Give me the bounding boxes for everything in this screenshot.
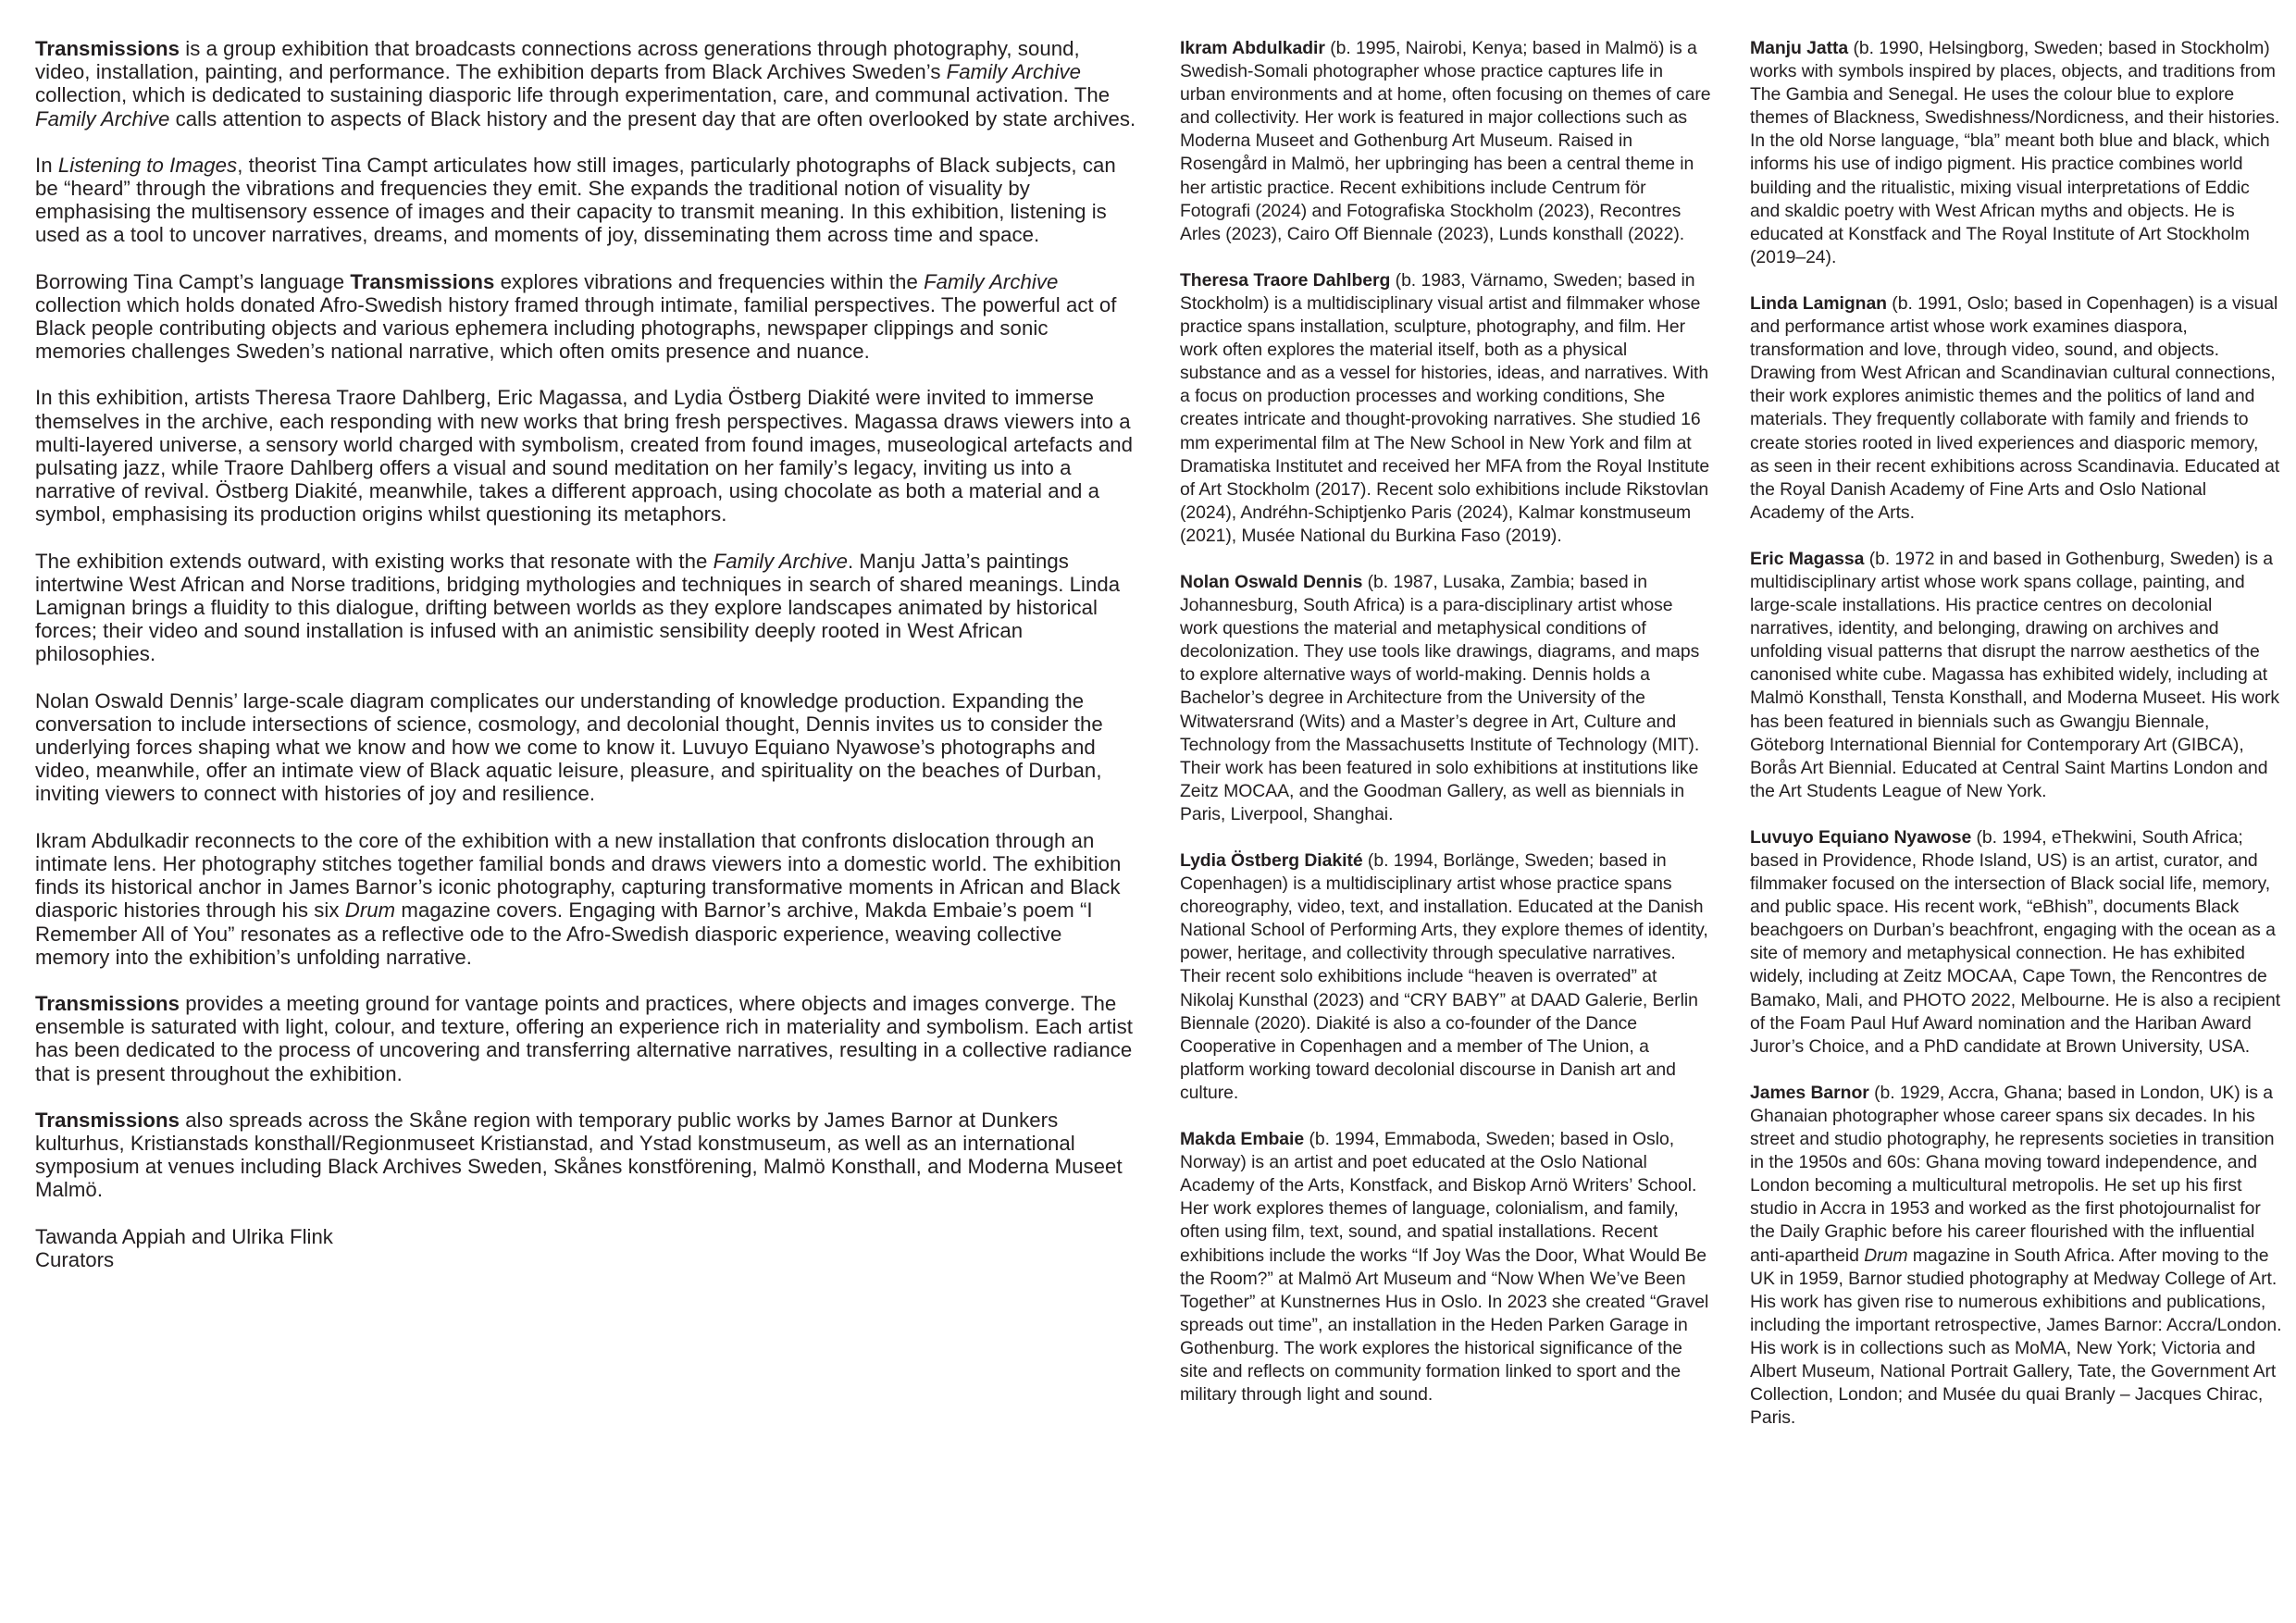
text-run: The exhibition extends outward, with existing works that resonate with the [35, 549, 714, 573]
intro-paragraph [35, 270, 1136, 364]
artist-bio [1180, 571, 1712, 826]
italic-text: Family Archive [35, 106, 170, 130]
text-run: , theorist Tina Campt articulates how still images, particularly photographs of Black subjects, can be “heard” through the vibrations and frequencies they emit. She expands the traditional notion of visuality by emphasising the multisensory essence of images and their capacity to transmit meaning. In this exhibition, listening is used as a tool to uncover narratives, dreams, and moments of joy, disseminating them across time and space. [35, 153, 1116, 247]
intro-paragraph [35, 550, 1136, 666]
intro-paragraph [35, 37, 1136, 130]
text-run: Borrowing Tina Campt’s language [35, 269, 351, 293]
text-run: In [35, 153, 58, 177]
curator-names: Tawanda Appiah and Ulrika Flink [35, 1224, 333, 1248]
bold-text: Transmissions [35, 991, 180, 1015]
text-run: is a group exhibition that broadcasts connections across generations through photography, sound, video, installation, painting, and performance. The exhibition departs from Black Archives Sweden’s [35, 37, 1080, 84]
intro-paragraph [35, 1109, 1136, 1202]
italic-text: Listening to Images [57, 153, 238, 177]
intro-paragraph [35, 992, 1136, 1085]
text-run: (b. 1987, Lusaka, Zambia; based in Johannesburg, South Africa) is a para-disciplinary artist whose work questions the material and metaphysical conditions of decolonization. They use tools like drawings, diagrams, and maps to explore alternative ways of world-making. Dennis holds a Bachelor’s degree in Architecture from the University of the Witwatersrand (Wits) and a Master’s degree in Art, Culture and Technology from the Massachusetts Institute of Technology (MIT). Their work has been featured in solo exhibitions at institutions like Zeitz MOCAA, and the Goodman Gallery, as well as biennials in Paris, Liverpool, Shanghai. [1180, 571, 1700, 824]
bold-text: Transmissions [35, 1108, 180, 1132]
artist-name: Eric Magassa [1750, 548, 1865, 569]
text-run: (b. 1929, Accra, Ghana; based in London, UK) is a Ghanaian photographer whose career spans six decades. In his street and studio photography, he represents societies in transition in the 1950s and 60s: Ghana moving toward independence, and London becoming a multicultural metropolis. He set up his first studio in Accra in 1953 and worked as the first photojournalist for the Daily Graphic before his career flourished with the influential anti-apartheid [1750, 1082, 2275, 1266]
text-run: In this exhibition, artists Theresa Traore Dahlberg, Eric Magassa, and Lydia Östberg Diakité were invited to immerse themselves in the archive, each responding with new works that bring fresh perspectives. Magassa draws viewers into a multi-layered universe, a sensory world charged with symbolism, created from found images, museological artefacts and pulsating jazz, while Traore Dahlberg offers a visual and sound meditation on her family’s legacy, inviting us into a narrative of revival. Östberg Diakité, meanwhile, takes a different approach, using chocolate as both a material and a symbol, emphasising its production origins whilst questioning its metaphors. [35, 386, 1134, 527]
curator-signature [35, 1225, 1136, 1271]
artist-bio [1750, 826, 2282, 1059]
text-run: magazine covers. Engaging with Barnor’s archive, Makda Embaie’s poem “I Remember All of You” resonates as a reflective ode to the Afro-Swedish diasporic experience, weaving collective memory into the exhibition’s unfolding narrative. [35, 898, 1093, 969]
text-run: (b. 1994, Emmaboda, Sweden; based in Oslo, Norway) is an artist and poet educated at the Oslo National Academy of the Arts, Konstfack, and Biskop Arnö Writers’ School. Her work explores themes of language, colonialism, and family, often using film, text, sound, and spatial installations. Recent exhibitions include the works “If Joy Was the Door, What Would Be the Room?” at Malmö Art Museum and “Now When We’ve Been Together” at Kunstnernes Hus in Oslo. In 2023 she created “Gravel spreads out time”, an installation in the Heden Parken Garage in Gothenburg. The work explores the historical significance of the site and reflects on community formation linked to sport and the military through light and sound. [1180, 1129, 1709, 1406]
intro-paragraph [35, 829, 1136, 969]
artist-name: Theresa Traore Dahlberg [1180, 269, 1391, 291]
artist-name: Linda Lamignan [1750, 292, 1887, 314]
artist-name: James Barnor [1750, 1082, 1869, 1103]
artist-name: Makda Embaie [1180, 1129, 1305, 1150]
intro-paragraph [35, 689, 1136, 806]
text-run: . Manju Jatta’s paintings intertwine West African and Norse traditions, bridging mythologies and techniques in search of shared meanings. Linda Lamignan brings a fluidity to this dialogue, drifting between worlds as they explore landscapes animated by historical forces; their video and sound installation is infused with an animistic sensibility deeply rooted in West African philosophies. [35, 549, 1121, 666]
text-run: collection, which is dedicated to sustaining diasporic life through experimentation, care, and communal activation. The [35, 83, 1111, 107]
artist-bio [1750, 37, 2282, 269]
artist-bio [1180, 37, 1712, 246]
italic-text: Drum [344, 898, 396, 923]
artist-bio [1750, 548, 2282, 803]
text-run: (b. 1994, eThekwini, South Africa; based in Providence, Rhode Island, US) is an artist, curator, and filmmaker focused on the intersection of Black social life, memory, and public space. His recent work, “eBhish”, documents Black beachgoers on Durban’s beachfront, engaging with the ocean as a site of memory and metaphysical connection. He has exhibited widely, including at Zeitz MOCAA, Cape Town, the Rencontres de Bamako, Mali, and PHOTO 2022, Melbourne. He is also a recipient of the Foam Paul Huf Award nomination and the Hariban Award Juror’s Choice, and a PhD candidate at Brown University, USA. [1750, 826, 2281, 1057]
text-run: magazine in South Africa. After moving to the UK in 1959, Barnor studied photography at Medway College of Art. His work has given rise to numerous exhibitions and publications, including the important retrospective, James Barnor: Accra/London. His work is in collections such as MoMA, New York; Victoria and Albert Museum, National Portrait Gallery, Tate, the Government Art Collection, London; and Musée du quai Branly – Jacques Chirac, Paris. [1750, 1245, 2282, 1429]
artist-biographies-column-1 [1180, 37, 1712, 1430]
artist-bio [1180, 1128, 1712, 1406]
artist-bio [1180, 849, 1712, 1105]
italic-text: Drum [1864, 1245, 1908, 1266]
intro-paragraph [35, 386, 1136, 526]
artist-name: Manju Jatta [1750, 38, 1849, 58]
artist-name: Luvuyo Equiano Nyawose [1750, 826, 1972, 848]
italic-text: Family Archive [924, 269, 1059, 293]
italic-text: Family Archive [713, 549, 848, 573]
intro-paragraph [35, 154, 1136, 247]
text-run: (b. 1972 in and based in Gothenburg, Sweden) is a multidisciplinary artist whose work spans collage, painting, and large-scale installations. His practice centres on decolonial narratives, identity, and belonging, drawing on archives and unfolding visual patterns that disrupt the narrow aesthetics of the canonised white cube. Magassa has exhibited widely, including at Malmö Konsthall, Tensta Konsthall, and Moderna Museet. His work has been featured in biennials such as Gwangju Biennale, Göteborg International Biennial for Contemporary Art (GIBCA), Borås Art Biennial. Educated at Central Saint Martins London and the Art Students League of New York. [1750, 548, 2280, 801]
curator-role: Curators [35, 1247, 115, 1271]
bold-text: Transmissions [350, 269, 495, 293]
text-run: (b. 1995, Nairobi, Kenya; based in Malmö) is a Swedish-Somali photographer whose practice captures life in urban environments and at home, often focusing on themes of care and collectivity. Her work is featured in major collections such as Moderna Museet and Gothenburg Art Museum. Raised in Rosengård in Malmö, her upbringing has been a central theme in her artistic practice. Recent exhibitions include Centrum för Fotografi (2024) and Fotografiska Stockholm (2023), Recontres Arles (2023), Cairo Off Biennale (2023), Lunds konsthall (2022). [1180, 38, 1711, 244]
intro-text [35, 37, 1136, 1202]
artist-name: Lydia Östberg Diakité [1180, 850, 1363, 871]
text-run: explores vibrations and frequencies within the [494, 269, 925, 293]
text-run: also spreads across the Skåne region with temporary public works by James Barnor at Dunkers kulturhus, Kristianstads konsthall/Regionmuseet Kristianstad, and Ystad konstmuseum, as well as an international symposium at venues including Black Archives Sweden, Skånes konstförening, Malmö Konsthall, and Moderna Museet Malmö. [35, 1108, 1123, 1202]
text-run: (b. 1991, Oslo; based in Copenhagen) is a visual and performance artist whose work examines diaspora, transformation and love, through video, sound, and objects. Drawing from West African and Scandinavian cultural connections, their work explores animistic themes and the politics of land and materials. They frequently collaborate with family and friends to create stories rooted in lived experiences and diasporic memory, as seen in their recent exhibitions across Scandinavia. Educated at the Royal Danish Academy of Fine Arts and Oslo National Academy of the Arts. [1750, 292, 2280, 523]
text-run: calls attention to aspects of Black history and the present day that are often overlooked by state archives. [169, 106, 1136, 130]
text-run: Nolan Oswald Dennis’ large-scale diagram complicates our understanding of knowledge production. Expanding the conversation to include intersections of science, cosmology, and decolonial thought, Dennis invites us to consider the underlying forces shaping what we know and how we come to know it. Luvuyo Equiano Nyawose’s photographs and video, meanwhile, offer an intimate view of Black aquatic leisure, pleasure, and spirituality on the beaches of Durban, inviting viewers to connect with histories of joy and resilience. [35, 688, 1103, 806]
exhibition-introduction [35, 37, 1136, 1271]
artist-bio [1180, 269, 1712, 548]
artist-bio [1750, 1082, 2282, 1430]
italic-text: Family Archive [946, 60, 1082, 84]
text-run: (b. 1994, Borlänge, Sweden; based in Copenhagen) is a multidisciplinary artist whose practice spans choreography, video, text, and installation. Educated at the Danish National School of Performing Arts, they explore themes of identity, power, heritage, and collectivity through speculative narratives. Their recent solo exhibitions include “heaven is overrated” at Nikolaj Kunsthal (2023) and “CRY BABY” at DAAD Galerie, Berlin Biennale (2020). Diakité is also a co-founder of the Dance Cooperative in Copenhagen and a member of The Union, a platform working toward decolonial discourse in Danish art and culture. [1180, 850, 1708, 1103]
artist-name: Ikram Abdulkadir [1180, 38, 1325, 58]
artist-name: Nolan Oswald Dennis [1180, 571, 1363, 592]
bold-text: Transmissions [35, 37, 180, 60]
artist-biographies-column-2 [1750, 37, 2282, 1453]
text-run: (b. 1983, Värnamo, Sweden; based in Stockholm) is a multidisciplinary visual artist and filmmaker whose practice spans installation, sculpture, photography, and film. Her work often explores the material itself, both as a physical substance and as a vessel for histories, ideas, and narratives. With a focus on production processes and working conditions, She creates intricate and thought-provoking narratives. She studied 16 mm experimental film at The New School in New York and film at Dramatiska Institutet and received her MFA from the Royal Institute of Art Stockholm (2017). Recent solo exhibitions include Rikstovlan (2024), Andréhn-Schiptjenko Paris (2024), Kalmar konstmuseum (2021), Musée National du Burkina Faso (2019). [1180, 269, 1710, 546]
text-run: (b. 1990, Helsingborg, Sweden; based in Stockholm) works with symbols inspired by places, objects, and traditions from The Gambia and Senegal. He uses the colour blue to explore themes of Blackness, Swedishness/Nordicness, and their histories. In the old Norse language, “bla” meant both blue and black, which informs his use of indigo pigment. His practice combines world building and the ritualistic, mixing visual interpretations of Eddic and skaldic poetry with West African myths and objects. He is educated at Konstfack and The Royal Institute of Art Stockholm (2019–24). [1750, 38, 2280, 267]
text-run: collection which holds donated Afro-Swedish history framed through intimate, familial perspectives. The powerful act of Black people contributing objects and various ephemera including photographs, newspaper clippings and sonic memories challenges Sweden’s national narrative, which often omits presence and nuance. [35, 292, 1117, 364]
text-run: Ikram Abdulkadir reconnects to the core of the exhibition with a new installation that confronts dislocation through an intimate lens. Her photography stitches together familial bonds and draws viewers into a domestic world. The exhibition finds its historical anchor in James Barnor’s iconic photography, capturing transformative moments in African and Black diasporic histories through his six [35, 828, 1122, 923]
artist-bio [1750, 292, 2282, 525]
text-run: provides a meeting ground for vantage points and practices, where objects and images converge. The ensemble is saturated with light, colour, and texture, offering an experience rich in materiality and symbolism. Each artist has been dedicated to the process of uncovering and transferring alternative narratives, resulting in a collective radiance that is present throughout the exhibition. [35, 991, 1134, 1085]
